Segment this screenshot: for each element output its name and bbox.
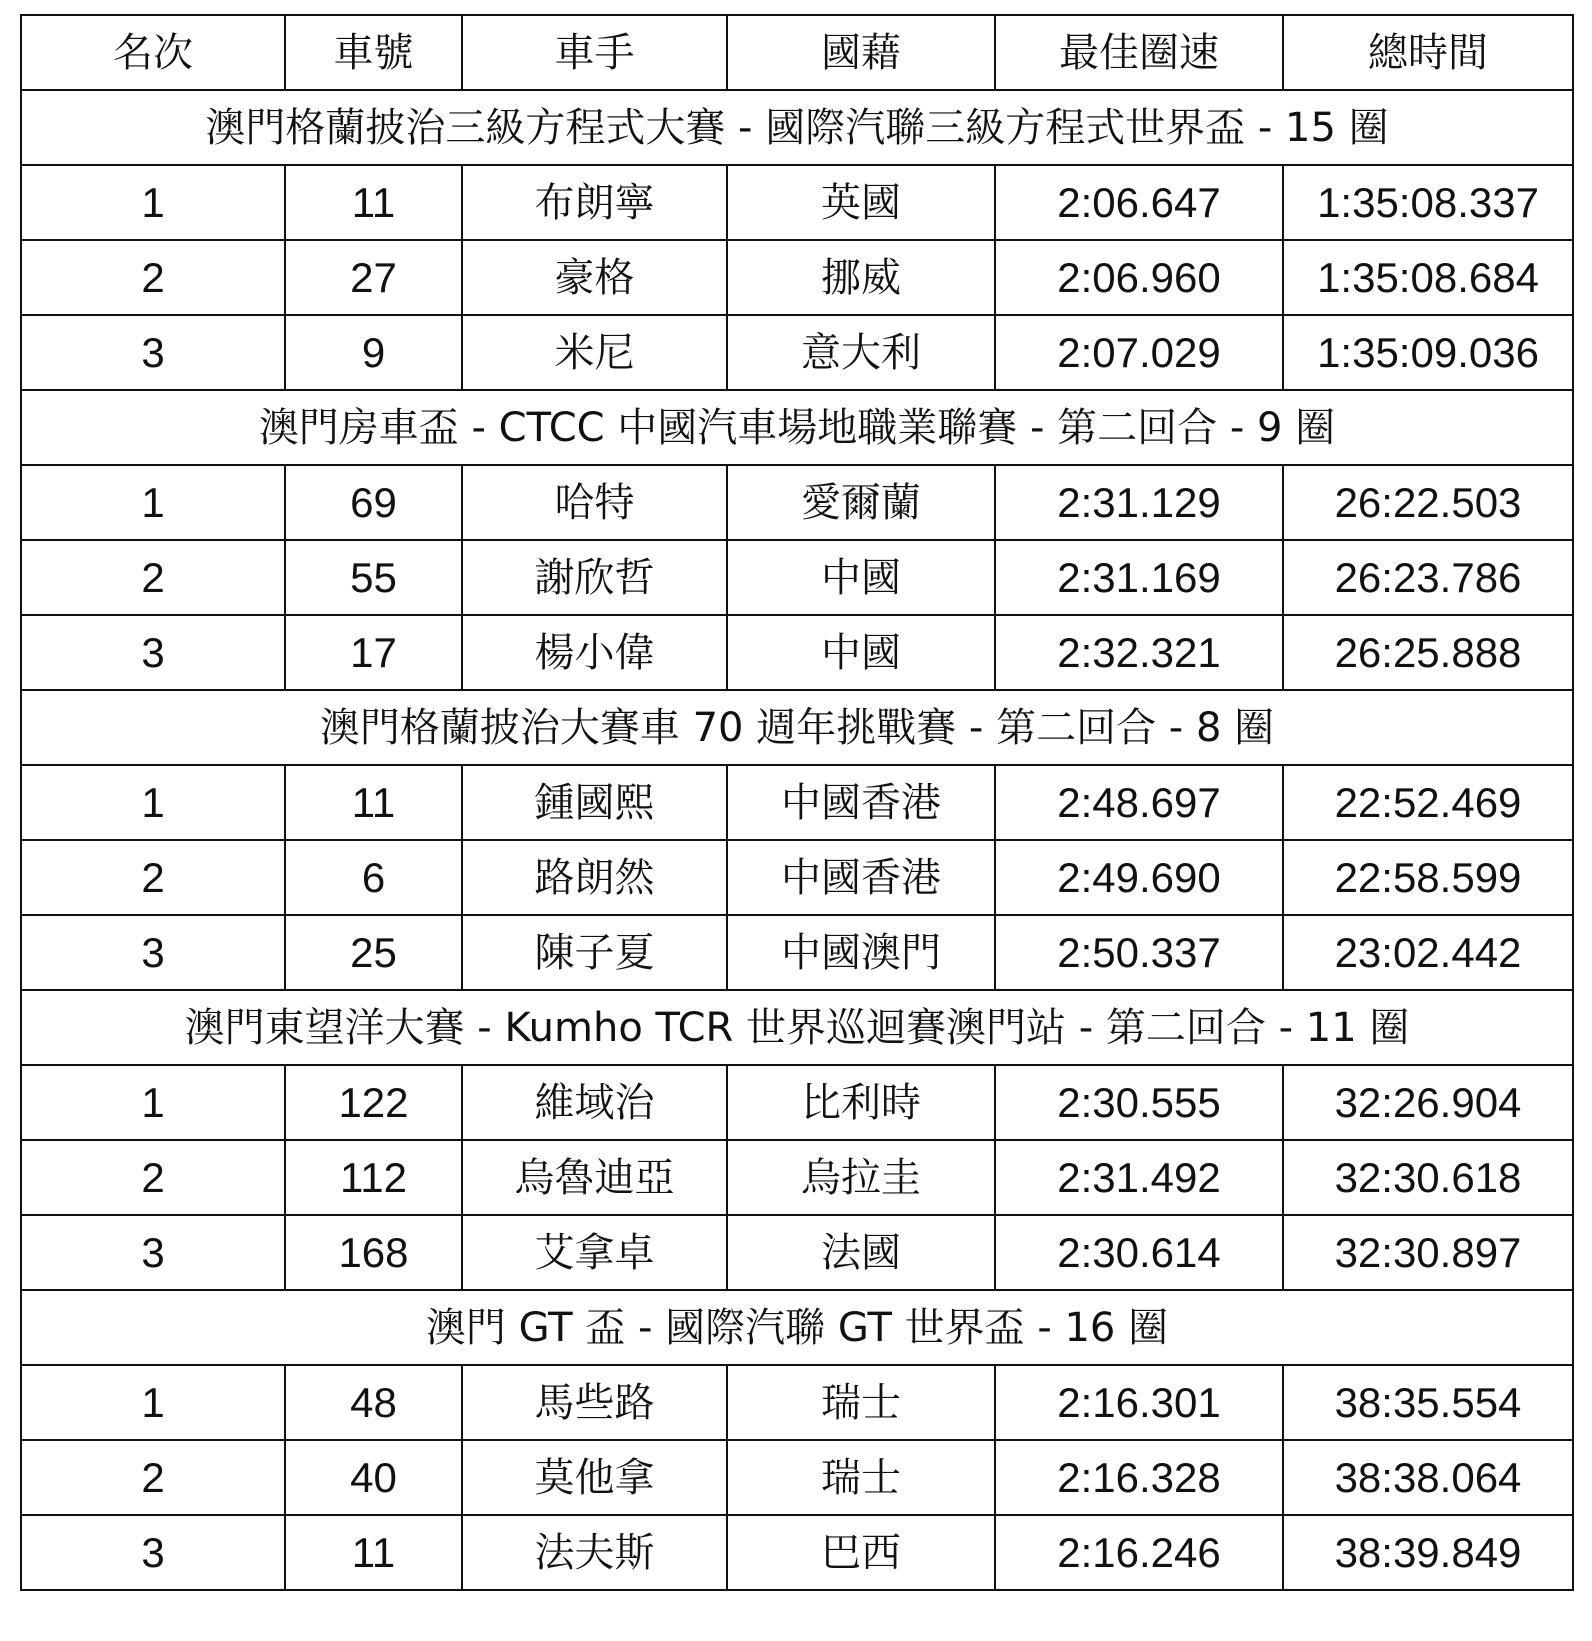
best-lap-cell: 2:30.555 — [995, 1065, 1283, 1140]
table-row — [21, 840, 1573, 915]
best-lap-cell: 2:06.960 — [995, 240, 1283, 315]
rank-cell: 1 — [21, 1365, 285, 1440]
header-car-number: 車號 — [285, 15, 462, 90]
best-lap-cell: 2:06.647 — [995, 165, 1283, 240]
best-lap-cell: 2:31.129 — [995, 465, 1283, 540]
rank-cell: 1 — [21, 465, 285, 540]
total-time-cell: 38:35.554 — [1283, 1365, 1573, 1440]
total-time-cell: 22:52.469 — [1283, 765, 1573, 840]
nationality-cell: 中國 — [727, 540, 995, 615]
table-row — [21, 1515, 1573, 1590]
total-time-cell: 32:30.618 — [1283, 1140, 1573, 1215]
total-time-cell: 1:35:08.337 — [1283, 165, 1573, 240]
table-row — [21, 315, 1573, 390]
driver-cell: 布朗寧 — [462, 165, 727, 240]
driver-cell: 謝欣哲 — [462, 540, 727, 615]
header-best-lap: 最佳圈速 — [995, 15, 1283, 90]
section-header-row — [21, 690, 1573, 765]
section-title: 澳門格蘭披治三級方程式大賽 - 國際汽聯三級方程式世界盃 - 15 圈 — [21, 90, 1573, 165]
table-row — [21, 465, 1573, 540]
driver-cell: 楊小偉 — [462, 615, 727, 690]
nationality-cell: 英國 — [727, 165, 995, 240]
best-lap-cell: 2:16.246 — [995, 1515, 1283, 1590]
header-total-time: 總時間 — [1283, 15, 1573, 90]
driver-cell: 烏魯迪亞 — [462, 1140, 727, 1215]
nationality-cell: 愛爾蘭 — [727, 465, 995, 540]
section-title: 澳門東望洋大賽 - Kumho TCR 世界巡迴賽澳門站 - 第二回合 - 11 圈 — [21, 990, 1573, 1065]
table-body — [21, 90, 1573, 1590]
total-time-cell: 32:30.897 — [1283, 1215, 1573, 1290]
nationality-cell: 挪威 — [727, 240, 995, 315]
section-header-row — [21, 390, 1573, 465]
driver-cell: 米尼 — [462, 315, 727, 390]
rank-cell: 1 — [21, 1065, 285, 1140]
table-row — [21, 615, 1573, 690]
header-row — [21, 15, 1573, 90]
header-nationality: 國藉 — [727, 15, 995, 90]
section-header-row — [21, 1290, 1573, 1365]
total-time-cell: 26:23.786 — [1283, 540, 1573, 615]
best-lap-cell: 2:50.337 — [995, 915, 1283, 990]
driver-cell: 馬些路 — [462, 1365, 727, 1440]
driver-cell: 法夫斯 — [462, 1515, 727, 1590]
table-row — [21, 1215, 1573, 1290]
section-title: 澳門房車盃 - CTCC 中國汽車場地職業聯賽 - 第二回合 - 9 圈 — [21, 390, 1573, 465]
section-header-row — [21, 90, 1573, 165]
best-lap-cell: 2:49.690 — [995, 840, 1283, 915]
section-header-row — [21, 990, 1573, 1065]
table-row — [21, 165, 1573, 240]
total-time-cell: 38:39.849 — [1283, 1515, 1573, 1590]
car-number-cell: 17 — [285, 615, 462, 690]
driver-cell: 莫他拿 — [462, 1440, 727, 1515]
header-rank: 名次 — [21, 15, 285, 90]
car-number-cell: 11 — [285, 1515, 462, 1590]
driver-cell: 陳子夏 — [462, 915, 727, 990]
total-time-cell: 38:38.064 — [1283, 1440, 1573, 1515]
table-row — [21, 1065, 1573, 1140]
nationality-cell: 中國澳門 — [727, 915, 995, 990]
driver-cell: 路朗然 — [462, 840, 727, 915]
rank-cell: 2 — [21, 1440, 285, 1515]
driver-cell: 艾拿卓 — [462, 1215, 727, 1290]
table-row — [21, 765, 1573, 840]
nationality-cell: 瑞士 — [727, 1365, 995, 1440]
rank-cell: 1 — [21, 165, 285, 240]
nationality-cell: 中國 — [727, 615, 995, 690]
nationality-cell: 烏拉圭 — [727, 1140, 995, 1215]
table-row — [21, 1140, 1573, 1215]
rank-cell: 2 — [21, 840, 285, 915]
nationality-cell: 瑞士 — [727, 1440, 995, 1515]
race-results-table — [20, 14, 1574, 1591]
best-lap-cell: 2:16.328 — [995, 1440, 1283, 1515]
total-time-cell: 26:22.503 — [1283, 465, 1573, 540]
car-number-cell: 40 — [285, 1440, 462, 1515]
rank-cell: 3 — [21, 315, 285, 390]
total-time-cell: 1:35:08.684 — [1283, 240, 1573, 315]
best-lap-cell: 2:31.492 — [995, 1140, 1283, 1215]
rank-cell: 1 — [21, 765, 285, 840]
rank-cell: 2 — [21, 1140, 285, 1215]
table-row — [21, 1365, 1573, 1440]
car-number-cell: 69 — [285, 465, 462, 540]
best-lap-cell: 2:16.301 — [995, 1365, 1283, 1440]
car-number-cell: 112 — [285, 1140, 462, 1215]
section-title: 澳門 GT 盃 - 國際汽聯 GT 世界盃 - 16 圈 — [21, 1290, 1573, 1365]
best-lap-cell: 2:32.321 — [995, 615, 1283, 690]
nationality-cell: 意大利 — [727, 315, 995, 390]
rank-cell: 2 — [21, 540, 285, 615]
rank-cell: 3 — [21, 1215, 285, 1290]
best-lap-cell: 2:30.614 — [995, 1215, 1283, 1290]
driver-cell: 維域治 — [462, 1065, 727, 1140]
rank-cell: 2 — [21, 240, 285, 315]
car-number-cell: 168 — [285, 1215, 462, 1290]
car-number-cell: 9 — [285, 315, 462, 390]
driver-cell: 鍾國熙 — [462, 765, 727, 840]
table-row — [21, 1440, 1573, 1515]
total-time-cell: 26:25.888 — [1283, 615, 1573, 690]
table-row — [21, 915, 1573, 990]
nationality-cell: 巴西 — [727, 1515, 995, 1590]
car-number-cell: 11 — [285, 165, 462, 240]
total-time-cell: 23:02.442 — [1283, 915, 1573, 990]
car-number-cell: 11 — [285, 765, 462, 840]
car-number-cell: 27 — [285, 240, 462, 315]
car-number-cell: 6 — [285, 840, 462, 915]
rank-cell: 3 — [21, 915, 285, 990]
table-row — [21, 540, 1573, 615]
nationality-cell: 中國香港 — [727, 765, 995, 840]
best-lap-cell: 2:07.029 — [995, 315, 1283, 390]
best-lap-cell: 2:48.697 — [995, 765, 1283, 840]
driver-cell: 哈特 — [462, 465, 727, 540]
car-number-cell: 122 — [285, 1065, 462, 1140]
total-time-cell: 22:58.599 — [1283, 840, 1573, 915]
car-number-cell: 48 — [285, 1365, 462, 1440]
table-row — [21, 240, 1573, 315]
nationality-cell: 中國香港 — [727, 840, 995, 915]
total-time-cell: 32:26.904 — [1283, 1065, 1573, 1140]
nationality-cell: 比利時 — [727, 1065, 995, 1140]
nationality-cell: 法國 — [727, 1215, 995, 1290]
car-number-cell: 55 — [285, 540, 462, 615]
best-lap-cell: 2:31.169 — [995, 540, 1283, 615]
car-number-cell: 25 — [285, 915, 462, 990]
section-title: 澳門格蘭披治大賽車 70 週年挑戰賽 - 第二回合 - 8 圈 — [21, 690, 1573, 765]
header-driver: 車手 — [462, 15, 727, 90]
driver-cell: 豪格 — [462, 240, 727, 315]
rank-cell: 3 — [21, 1515, 285, 1590]
total-time-cell: 1:35:09.036 — [1283, 315, 1573, 390]
rank-cell: 3 — [21, 615, 285, 690]
